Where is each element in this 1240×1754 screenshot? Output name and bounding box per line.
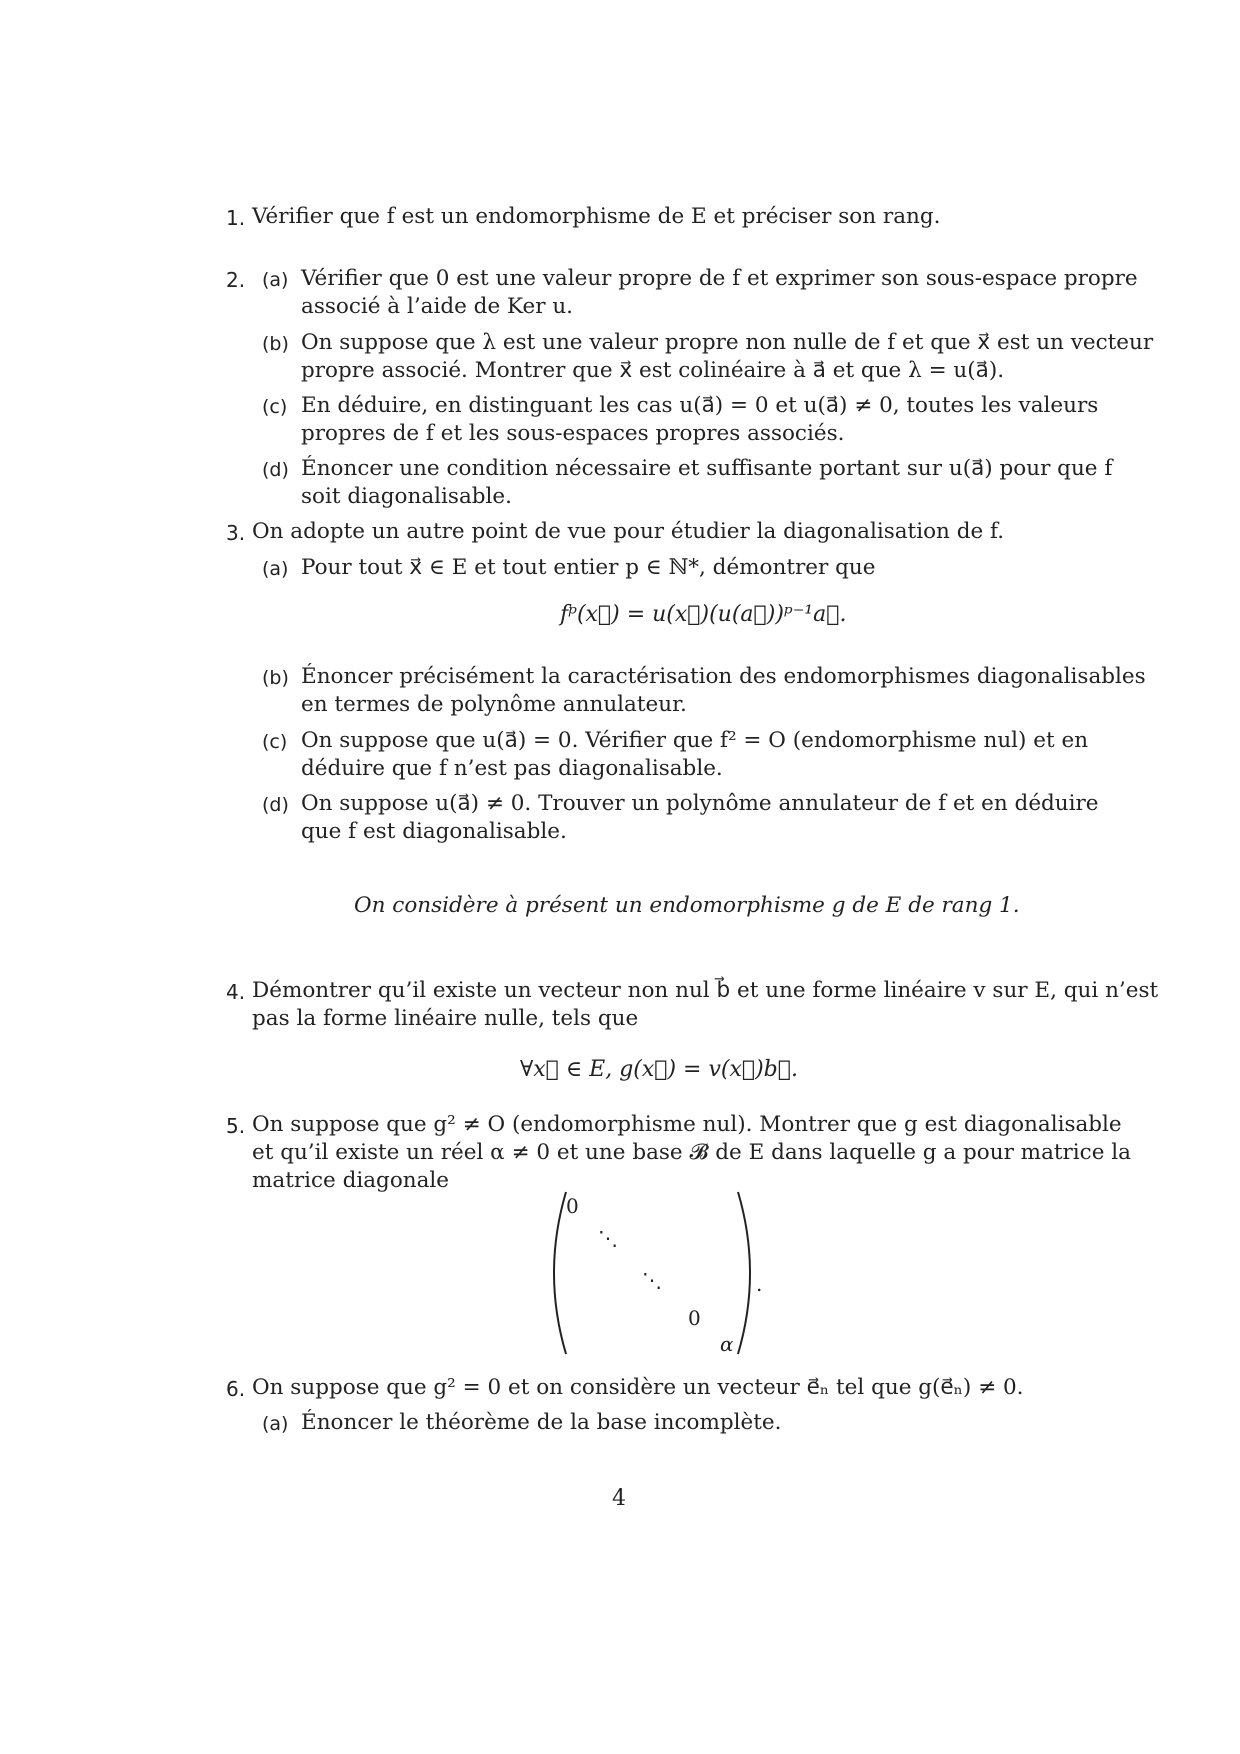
question-3c-line-1: On suppose que u(a⃗) = 0. Vérifier que f² = O (endomorphisme nul) et en — [301, 728, 1089, 753]
question-3c-label: (c) — [262, 731, 288, 753]
question-4-formula: ∀x⃗ ∈ E, g(x⃗) = v(x⃗)b⃗. — [520, 1057, 798, 1082]
question-6a-line-1: Énoncer le théorème de la base incomplète. — [301, 1410, 782, 1435]
question-2-number: 2. — [226, 268, 246, 292]
question-6-line-1: On suppose que g² = 0 et on considère un vecteur e⃗ₙ tel que g(e⃗ₙ) ≠ 0. — [252, 1375, 1024, 1400]
question-2c-line-2: propres de f et les sous-espaces propres associés. — [301, 421, 845, 446]
question-4-number: 4. — [226, 980, 246, 1004]
question-2a-line-1: Vérifier que 0 est une valeur propre de f et exprimer son sous-espace propre — [301, 266, 1138, 291]
matrix-entry-top-left: 0 — [566, 1194, 579, 1218]
question-3b-line-1: Énoncer précisément la caractérisation des endomorphismes diagonalisables — [301, 664, 1146, 689]
matrix-period: . — [756, 1272, 763, 1296]
question-2d-label: (d) — [262, 459, 289, 481]
diagonal-matrix — [540, 1188, 770, 1358]
question-3a-formula: fᵖ(x⃗) = u(x⃗)(u(a⃗))ᵖ⁻¹a⃗. — [560, 602, 847, 627]
question-5-line-1: On suppose que g² ≠ O (endomorphisme nul). Montrer que g est diagonalisable — [252, 1112, 1122, 1137]
question-2b-line-1: On suppose que λ est une valeur propre non nulle de f et que x⃗ est un vecteur — [301, 330, 1154, 355]
question-2b-label: (b) — [262, 333, 289, 355]
question-2d-line-2: soit diagonalisable. — [301, 484, 512, 509]
question-1-number: 1. — [226, 206, 246, 230]
question-3d-line-2: que f est diagonalisable. — [301, 819, 567, 844]
question-3a-label: (a) — [262, 558, 289, 580]
question-2d-line-1: Énoncer une condition nécessaire et suffisante portant sur u(a⃗) pour que f — [301, 456, 1113, 481]
question-5-line-3: matrice diagonale — [252, 1168, 450, 1193]
question-6a-label: (a) — [262, 1413, 289, 1435]
question-3c-line-2: déduire que f n’est pas diagonalisable. — [301, 756, 723, 781]
question-3a-line-1: Pour tout x⃗ ∈ E et tout entier p ∈ ℕ*, démontrer que — [301, 555, 876, 580]
section-intro: On considère à présent un endomorphisme g de E de rang 1. — [354, 893, 1020, 918]
question-2a-line-2: associé à l’aide de Ker u. — [301, 294, 574, 319]
question-6-number: 6. — [226, 1377, 246, 1401]
question-3-text: On adopte un autre point de vue pour étudier la diagonalisation de f. — [252, 519, 1005, 544]
question-1-text: Vérifier que f est un endomorphisme de E et préciser son rang. — [252, 204, 941, 229]
matrix-diagonal-dots-2: ⋱ — [642, 1268, 662, 1292]
question-3d-line-1: On suppose u(a⃗) ≠ 0. Trouver un polynôme annulateur de f et en déduire — [301, 791, 1099, 816]
question-2c-line-1: En déduire, en distinguant les cas u(a⃗) = 0 et u(a⃗) ≠ 0, toutes les valeurs — [301, 393, 1099, 418]
matrix-right-paren — [738, 1192, 750, 1354]
question-4-line-1: Démontrer qu’il existe un vecteur non nul b⃗ et une forme linéaire v sur E, qui n’est — [252, 978, 1159, 1003]
matrix-entry-zero: 0 — [688, 1306, 701, 1330]
question-2b-line-2: propre associé. Montrer que x⃗ est colinéaire à a⃗ et que λ = u(a⃗). — [301, 358, 1005, 383]
question-3d-label: (d) — [262, 794, 289, 816]
matrix-left-paren — [554, 1192, 566, 1354]
question-2a-label: (a) — [262, 269, 289, 291]
question-5-line-2: et qu’il existe un réel α ≠ 0 et une base 𝓑 de E dans laquelle g a pour matrice la — [252, 1140, 1131, 1165]
question-2c-label: (c) — [262, 396, 288, 418]
matrix-entry-alpha: α — [720, 1332, 734, 1356]
question-3b-line-2: en termes de polynôme annulateur. — [301, 692, 687, 717]
page-number: 4 — [612, 1486, 626, 1511]
question-3b-label: (b) — [262, 667, 289, 689]
question-3-number: 3. — [226, 521, 246, 545]
question-5-number: 5. — [226, 1114, 246, 1138]
matrix-diagonal-dots-1: ⋱ — [598, 1226, 618, 1250]
question-4-line-2: pas la forme linéaire nulle, tels que — [252, 1006, 639, 1031]
